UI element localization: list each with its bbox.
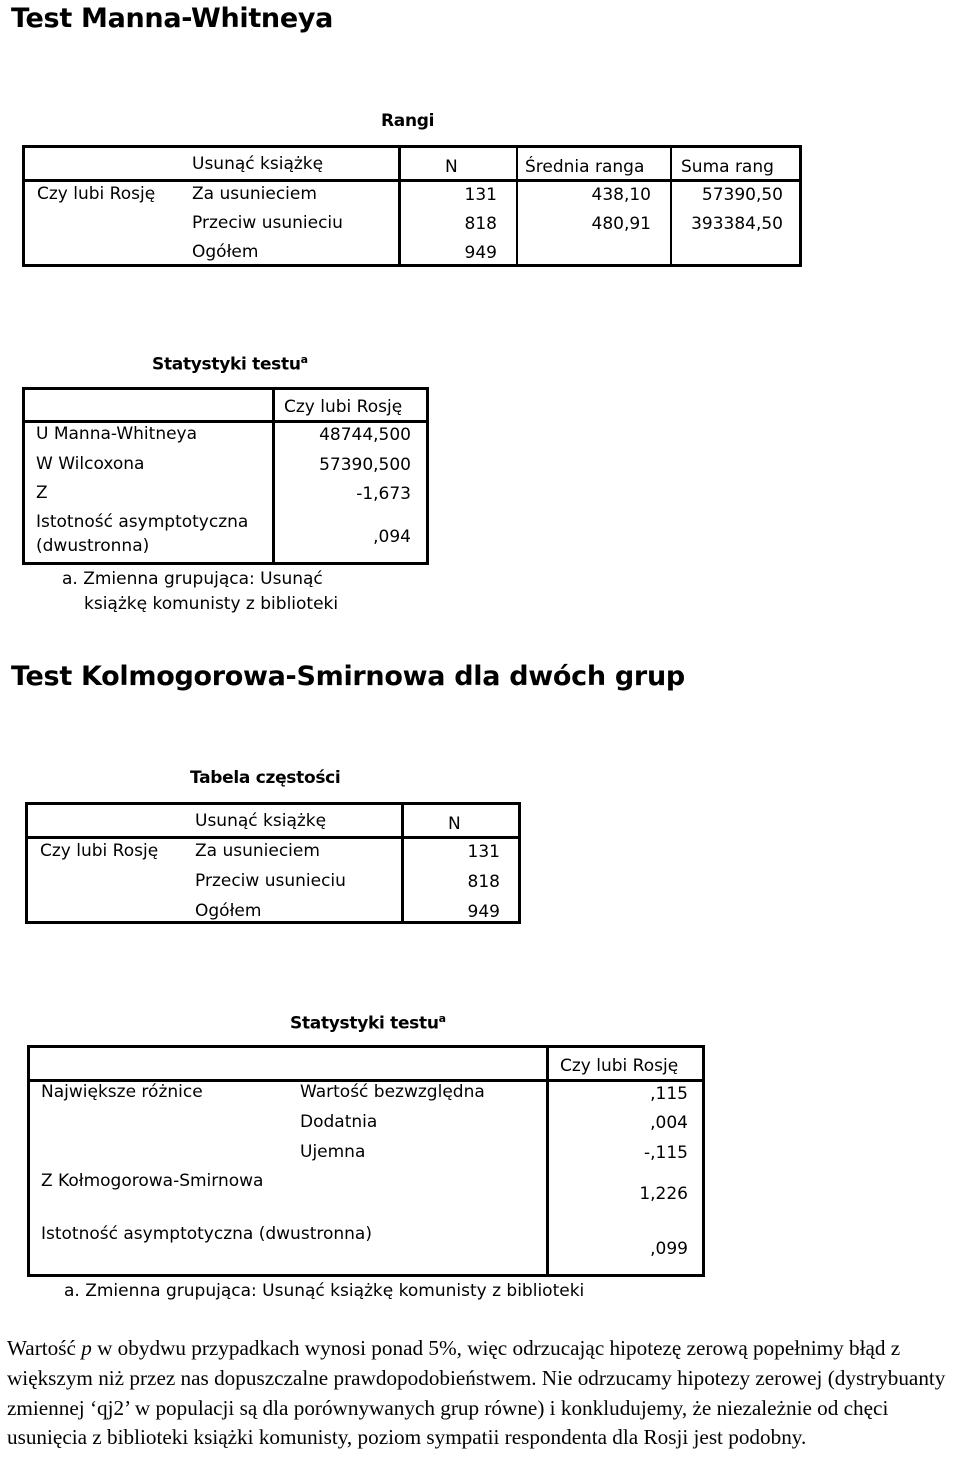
stats-row-value: ,099 (650, 1239, 688, 1259)
stats-row-value: -1,673 (356, 484, 411, 504)
table-cell-sum-ranks: 393384,50 (691, 214, 783, 234)
heading-mann-whitney: Test Manna-Whitneya (11, 3, 334, 34)
table-cell-n: 949 (467, 902, 500, 922)
stats-row-value: ,004 (650, 1113, 688, 1133)
stats-column-header: Czy lubi Rosję (284, 397, 403, 417)
p-value-symbol: p (81, 1336, 92, 1360)
stats-row-sub: Ujemna (300, 1142, 366, 1162)
ranks-header-sum: Suma rang (681, 157, 774, 177)
stats-row-value: 57390,500 (319, 455, 411, 475)
stats-row-label: Największe różnice (41, 1082, 203, 1102)
footnote-marker: a (438, 1012, 446, 1025)
ranks-header-n: N (445, 157, 458, 177)
table-row-group: Za usunieciem (192, 184, 317, 204)
conclusion-paragraph: Wartość p w obydwu przypadkach wynosi ponad 5%, więc odrzucając hipotezę zerową popełnimy błąd z większym niż przez nas dopuszczalne prawdopodobieństwem. Nie odrzucamy hipotezy zerowej (dystrybuanty zmiennej ‘qj2’ w populacji są dla porównywanych grup równe) i konkludujemy, że niezależnie od chęci usunięcia z biblioteki książki komunisty, poziom sympatii respondenta dla Rosji jest podobny. (7, 1336, 946, 1450)
table-cell-n: 131 (467, 842, 500, 862)
footnote-line-1: a. Zmienna grupująca: Usunąć (62, 569, 323, 589)
stats-table-kolmogorov (27, 1045, 705, 1277)
stats-table-mann-whitney (22, 387, 429, 565)
ranks-header-mean: Średnia ranga (525, 157, 645, 177)
table-cell-n: 949 (464, 243, 497, 263)
freq-row-label: Czy lubi Rosję (40, 841, 159, 861)
stats-row-sub: Wartość bezwzględna (300, 1082, 485, 1102)
table-cell-mean-rank: 480,91 (591, 214, 651, 234)
table-row-group: Ogółem (192, 242, 259, 262)
footnote-line-2: książkę komunisty z biblioteki (84, 594, 339, 614)
ranks-row-label: Czy lubi Rosję (37, 184, 156, 204)
stats-row-sub: Dodatnia (300, 1112, 378, 1132)
stats-row-label: Istotność asymptotyczna (dwustronna) (41, 1224, 372, 1244)
freq-header-group: Usunąć książkę (195, 811, 327, 831)
footnote: a. Zmienna grupująca: Usunąć książkę komunisty z biblioteki (64, 1281, 585, 1301)
stats-row-label-2: (dwustronna) (36, 536, 150, 556)
ranks-table (22, 145, 802, 267)
table-cell-n: 818 (464, 214, 497, 234)
stats-row-label: U Manna-Whitneya (36, 424, 198, 444)
stats-row-label: Z Kołmogorowa-Smirnowa (41, 1171, 264, 1191)
stats-row-value: ,094 (373, 527, 411, 547)
stats-row-value: 1,226 (639, 1184, 688, 1204)
heading-kolmogorov-smirnov: Test Kolmogorowa-Smirnowa dla dwóch grup (11, 661, 685, 692)
table-row-group: Przeciw usunieciu (195, 871, 346, 891)
footnote-marker: a (300, 353, 308, 366)
freq-header-n: N (448, 814, 461, 834)
freq-table (25, 802, 521, 924)
table-row-group: Przeciw usunieciu (192, 213, 343, 233)
stats-row-value: ,115 (650, 1084, 688, 1104)
stats-table-title: Statystyki testu$^a$ (290, 1012, 446, 1034)
table-cell-mean-rank: 438,10 (591, 185, 651, 205)
table-row-group: Ogółem (195, 901, 262, 921)
stats-row-label: W Wilcoxona (36, 454, 145, 474)
table-cell-sum-ranks: 57390,50 (701, 185, 783, 205)
ranks-table-title: Rangi (381, 111, 435, 131)
table-cell-n: 131 (464, 185, 497, 205)
stats-row-value: 48744,500 (319, 425, 411, 445)
ranks-header-group: Usunąć książkę (192, 154, 324, 174)
table-cell-n: 818 (467, 872, 500, 892)
freq-table-title: Tabela częstości (190, 768, 341, 788)
table-row-group: Za usunieciem (195, 841, 320, 861)
stats-row-label: Istotność asymptotyczna (36, 512, 249, 532)
stats-row-value: -,115 (644, 1143, 688, 1163)
stats-table-title: Statystyki testu$^a$ (152, 353, 308, 375)
stats-column-header: Czy lubi Rosję (560, 1056, 679, 1076)
stats-row-label: Z (36, 483, 48, 503)
